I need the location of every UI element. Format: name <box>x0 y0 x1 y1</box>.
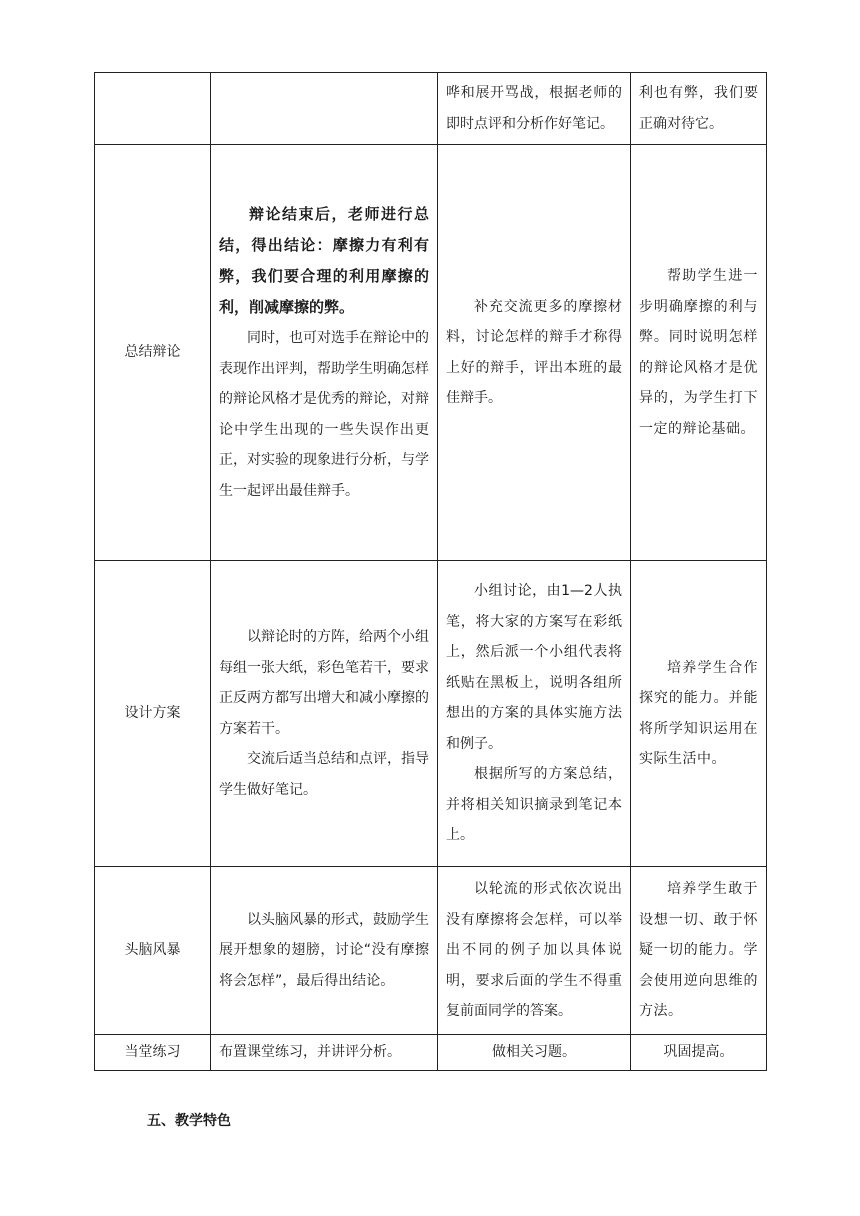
student-activity-text: 小组讨论，由1—2人执笔，将大家的方案写在彩纸上，然后派一个小组代表将纸贴在黑板上，说明各组所想出的方案的具体实施方法和例子。 <box>446 583 622 752</box>
design-intent-cell <box>631 867 767 1035</box>
table-row-summary-debate <box>95 145 767 561</box>
student-activity-text: 补充交流更多的摩擦材料，讨论怎样的辩手才称得上好的辩手，评出本班的最佳辩手。 <box>446 298 622 406</box>
teacher-activity-text: 以头脑风暴的形式，鼓励学生展开想象的翅膀，讨论“没有摩擦将会怎样”，最后得出结论。 <box>219 911 429 989</box>
teacher-activity-cell <box>211 145 438 561</box>
teacher-activity-cell <box>211 867 438 1035</box>
teacher-conclusion-text: 辩论结束后，老师进行总结，得出结论：摩擦力有利有弊，我们要合理的利用摩擦的利，削减摩擦的弊。 <box>219 205 429 316</box>
teacher-activity-text: 布置课堂练习，并讲评分析。 <box>219 1044 401 1061</box>
student-activity-text: 以轮流的形式依次说出没有摩擦将会怎样，可以举出不同的例子加以具体说明，要求后面的学生不得重复前面同学的答案。 <box>446 881 622 1020</box>
stage-cell: 头脑风暴 <box>95 867 211 1035</box>
teacher-activity-text: 以辩论时的方阵，给两个小组每组一张大纸，彩色笔若干，要求正反两方都写出增大和减小摩擦的方案若干。 <box>219 629 429 737</box>
table-row-brainstorm <box>95 867 767 1035</box>
student-activity-text: 做相关习题。 <box>492 1044 576 1061</box>
stage-cell: 总结辩论 <box>95 145 211 561</box>
student-activity-cell <box>438 1035 631 1071</box>
teacher-activity-text: 交流后适当总结和点评，指导学生做好笔记。 <box>219 751 429 798</box>
stage-cell: 设计方案 <box>95 561 211 867</box>
design-intent-text: 帮助学生进一步明确摩擦的利与弊。同时说明怎样的辩论风格才是优异的，为学生打下一定的辩论基础。 <box>639 268 758 437</box>
student-activity-text: 哗和展开骂战，根据老师的即时点评和分析作好笔记。 <box>446 85 622 132</box>
lesson-plan-table <box>94 72 767 1071</box>
student-activity-text: 根据所写的方案总结，并将相关知识摘录到笔记本上。 <box>446 766 622 844</box>
student-activity-cell <box>438 867 631 1035</box>
design-intent-cell <box>631 1035 767 1071</box>
stage-cell <box>95 73 211 145</box>
design-intent-text: 培养学生合作探究的能力。并能将所学知识运用在实际生活中。 <box>639 659 758 767</box>
design-intent-text: 巩固提高。 <box>663 1044 734 1061</box>
table-row-design-plan <box>95 561 767 867</box>
design-intent-text: 培养学生敢于设想一切、敢于怀疑一切的能力。学会使用逆向思维的方法。 <box>639 881 758 1020</box>
design-intent-cell <box>631 561 767 867</box>
table-row-class-exercise <box>95 1035 767 1071</box>
teacher-activity-cell <box>211 561 438 867</box>
student-activity-cell <box>438 73 631 145</box>
teacher-activity-cell <box>211 73 438 145</box>
design-intent-cell <box>631 73 767 145</box>
section-heading: 五、教学特色 <box>147 1113 231 1129</box>
design-intent-cell <box>631 145 767 561</box>
design-intent-text: 利也有弊，我们要正确对待它。 <box>639 85 758 132</box>
stage-cell: 当堂练习 <box>95 1035 211 1071</box>
teacher-activity-text: 同时，也可对选手在辩论中的表现作出评判，帮助学生明确怎样的辩论风格才是优秀的辩论，对辩论中学生出现的一些失误作出更正，对实验的现象进行分析，与学生一起评出最佳辩手。 <box>219 330 429 499</box>
student-activity-cell <box>438 145 631 561</box>
student-activity-cell <box>438 561 631 867</box>
teacher-activity-cell <box>211 1035 438 1071</box>
table-row-continuation <box>95 73 767 145</box>
